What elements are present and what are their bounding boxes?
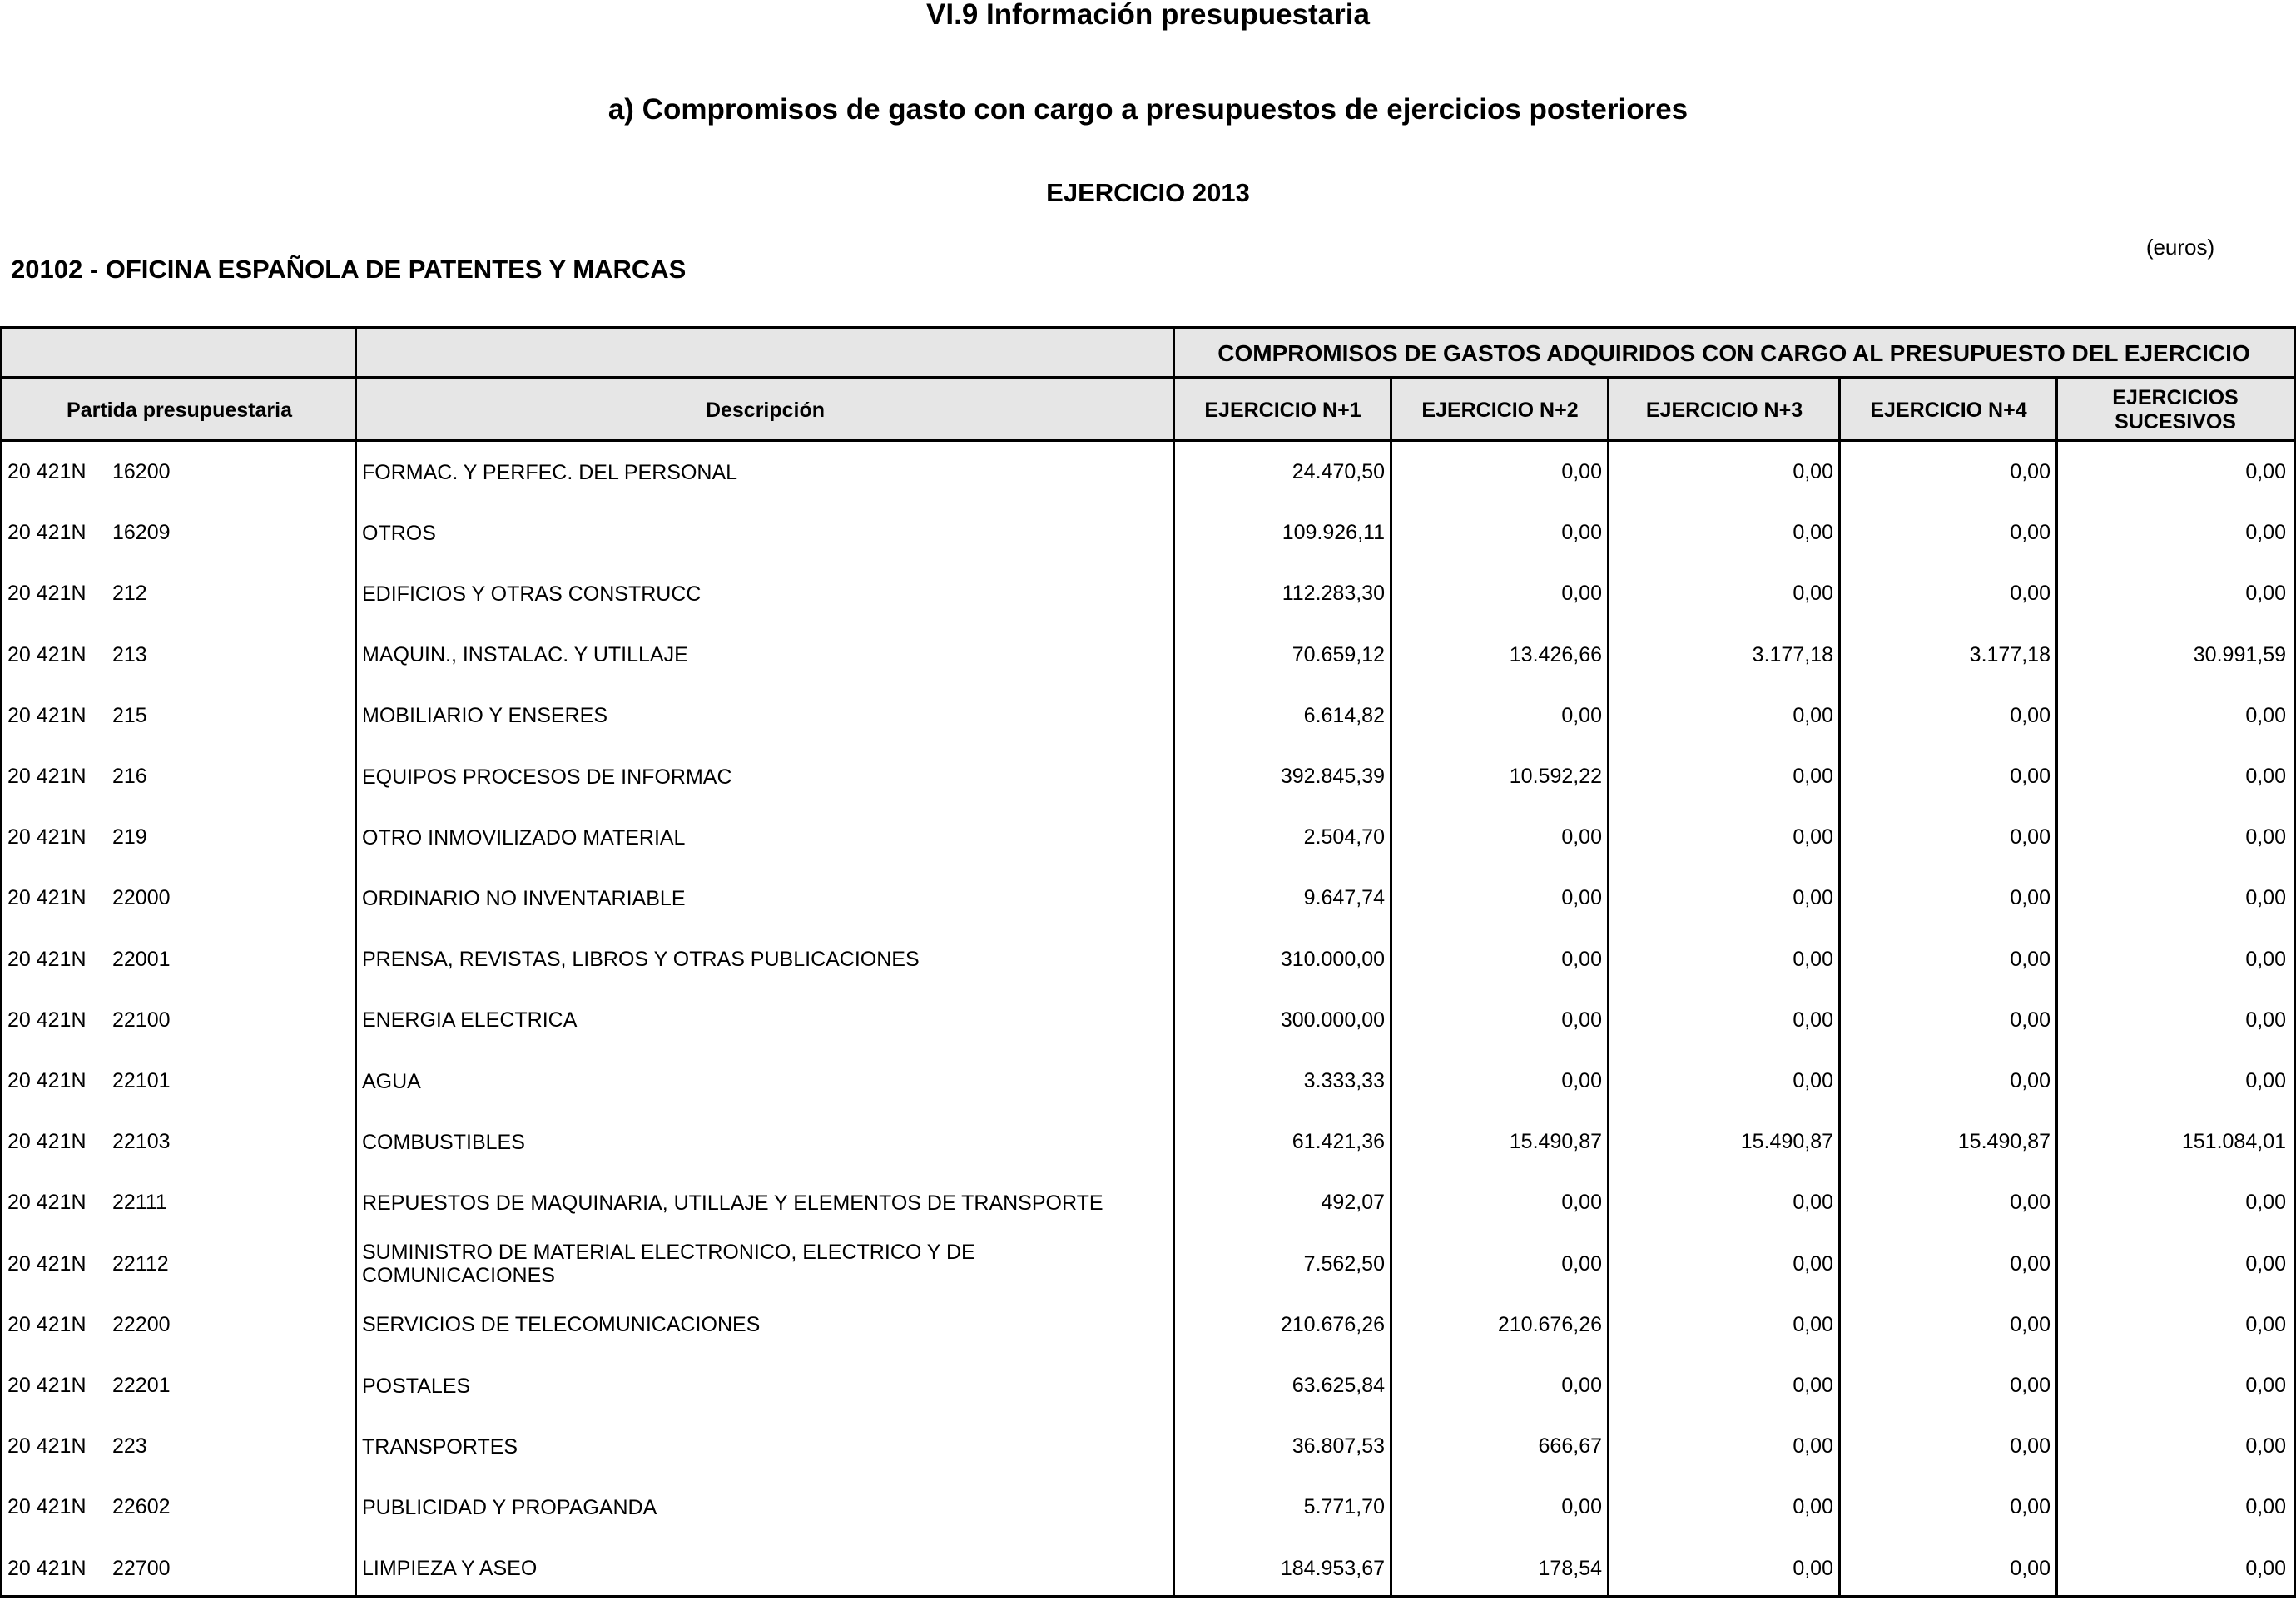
page-subtitle: a) Compromisos de gasto con cargo a presupuestos de ejercicios posteriores bbox=[607, 93, 1689, 126]
cell-ejercicio-n3: 0,00 bbox=[1793, 947, 1833, 971]
cell-code: 216 bbox=[112, 765, 147, 788]
cell-code: 215 bbox=[112, 703, 147, 727]
cell-code: 22000 bbox=[112, 886, 171, 910]
cell-ejercicio-n2: 178,54 bbox=[1538, 1556, 1602, 1580]
cell-ejercicio-n4: 0,00 bbox=[2010, 1374, 2051, 1397]
table-row bbox=[2, 1355, 2294, 1416]
cell-ejercicio-n1: 9.647,74 bbox=[1303, 886, 1385, 910]
cell-sucesivos: 0,00 bbox=[2245, 1556, 2286, 1580]
table-row bbox=[2, 1538, 2294, 1599]
cell-program: 20 421N bbox=[7, 1191, 87, 1215]
cell-ejercicio-n2: 0,00 bbox=[1561, 582, 1602, 606]
cell-description: COMBUSTIBLES bbox=[362, 1130, 525, 1154]
column-header-descripcion: Descripción bbox=[356, 379, 1174, 442]
cell-sucesivos: 30.991,59 bbox=[2193, 642, 2286, 666]
column-header-n4: EJERCICIO N+4 bbox=[1840, 379, 2057, 442]
cell-code: 212 bbox=[112, 582, 147, 606]
cell-ejercicio-n1: 184.953,67 bbox=[1280, 1556, 1385, 1580]
cell-code: 16209 bbox=[112, 521, 171, 545]
cell-description: REPUESTOS DE MAQUINARIA, UTILLAJE Y ELEMENTOS DE TRANSPORTE bbox=[362, 1191, 1103, 1215]
cell-ejercicio-n1: 24.470,50 bbox=[1292, 460, 1385, 483]
table-row bbox=[2, 625, 2294, 686]
cell-description: OTRO INMOVILIZADO MATERIAL bbox=[362, 825, 686, 850]
cell-ejercicio-n3: 0,00 bbox=[1793, 1008, 1833, 1032]
cell-description: ENERGIA ELECTRICA bbox=[362, 1008, 578, 1033]
cell-description: EQUIPOS PROCESOS DE INFORMAC bbox=[362, 765, 732, 789]
cell-ejercicio-n3: 0,00 bbox=[1793, 1556, 1833, 1580]
cell-ejercicio-n3: 0,00 bbox=[1793, 1251, 1833, 1276]
cell-description: AGUA bbox=[362, 1069, 421, 1093]
column-header-n3: EJERCICIO N+3 bbox=[1609, 379, 1840, 442]
cell-ejercicio-n3: 0,00 bbox=[1793, 1069, 1833, 1092]
cell-sucesivos: 0,00 bbox=[2245, 1191, 2286, 1215]
cell-sucesivos: 0,00 bbox=[2245, 1495, 2286, 1519]
cell-ejercicio-n1: 6.614,82 bbox=[1303, 703, 1385, 727]
table-row bbox=[2, 929, 2294, 990]
cell-program: 20 421N bbox=[7, 825, 87, 850]
cell-ejercicio-n3: 0,00 bbox=[1793, 886, 1833, 910]
cell-ejercicio-n4: 0,00 bbox=[2010, 825, 2051, 850]
cell-ejercicio-n3: 0,00 bbox=[1793, 825, 1833, 850]
cell-description: SUMINISTRO DE MATERIAL ELECTRONICO, ELECTRICO Y DE COMUNICACIONES bbox=[362, 1241, 975, 1288]
cell-description: SERVICIOS DE TELECOMUNICACIONES bbox=[362, 1313, 761, 1337]
table-row bbox=[2, 1295, 2294, 1355]
cell-ejercicio-n2: 0,00 bbox=[1561, 1374, 1602, 1397]
cell-ejercicio-n4: 0,00 bbox=[2010, 703, 2051, 727]
column-header-sucesivos: EJERCICIOS SUCESIVOS bbox=[2057, 379, 2294, 442]
cell-ejercicio-n1: 3.333,33 bbox=[1303, 1069, 1385, 1092]
cell-description: MAQUIN., INSTALAC. Y UTILLAJE bbox=[362, 643, 688, 667]
cell-code: 219 bbox=[112, 825, 147, 850]
cell-ejercicio-n4: 0,00 bbox=[2010, 1556, 2051, 1580]
cell-ejercicio-n1: 210.676,26 bbox=[1280, 1312, 1385, 1336]
cell-description: FORMAC. Y PERFEC. DEL PERSONAL bbox=[362, 460, 738, 484]
cell-program: 20 421N bbox=[7, 703, 87, 727]
section-title: VI.9 Información presupuestaria bbox=[926, 0, 1370, 31]
cell-program: 20 421N bbox=[7, 765, 87, 788]
cell-ejercicio-n1: 300.000,00 bbox=[1280, 1008, 1385, 1032]
cell-code: 22602 bbox=[112, 1495, 171, 1519]
cell-sucesivos: 0,00 bbox=[2245, 460, 2286, 483]
cell-ejercicio-n4: 0,00 bbox=[2010, 765, 2051, 788]
cell-ejercicio-n3: 0,00 bbox=[1793, 1434, 1833, 1459]
cell-program: 20 421N bbox=[7, 886, 87, 910]
cell-sucesivos: 0,00 bbox=[2245, 1251, 2286, 1276]
table-row bbox=[2, 563, 2294, 624]
cell-ejercicio-n3: 0,00 bbox=[1793, 1191, 1833, 1215]
cell-sucesivos: 0,00 bbox=[2245, 886, 2286, 910]
cell-ejercicio-n4: 0,00 bbox=[2010, 947, 2051, 971]
cell-ejercicio-n3: 0,00 bbox=[1793, 582, 1833, 606]
cell-code: 22700 bbox=[112, 1556, 171, 1580]
cell-ejercicio-n4: 15.490,87 bbox=[1957, 1130, 2051, 1154]
table-row bbox=[2, 746, 2294, 807]
cell-program: 20 421N bbox=[7, 1130, 87, 1154]
header-blank-cell-1 bbox=[2, 329, 356, 379]
cell-program: 20 421N bbox=[7, 1069, 87, 1092]
cell-ejercicio-n1: 392.845,39 bbox=[1280, 765, 1385, 788]
cell-sucesivos: 151.084,01 bbox=[2181, 1130, 2286, 1154]
cell-program: 20 421N bbox=[7, 1495, 87, 1519]
cell-ejercicio-n1: 7.562,50 bbox=[1303, 1251, 1385, 1276]
cell-code: 213 bbox=[112, 642, 147, 666]
cell-ejercicio-n2: 0,00 bbox=[1561, 825, 1602, 850]
cell-program: 20 421N bbox=[7, 947, 87, 971]
table-row bbox=[2, 1477, 2294, 1538]
header-blank-cell-2 bbox=[356, 329, 1174, 379]
cell-ejercicio-n3: 0,00 bbox=[1793, 703, 1833, 727]
cell-program: 20 421N bbox=[7, 1251, 87, 1276]
cell-ejercicio-n3: 0,00 bbox=[1793, 460, 1833, 483]
table-row bbox=[2, 503, 2294, 563]
table-row bbox=[2, 990, 2294, 1051]
cell-ejercicio-n1: 112.283,30 bbox=[1282, 582, 1385, 606]
cell-ejercicio-n2: 0,00 bbox=[1561, 703, 1602, 727]
cell-code: 16200 bbox=[112, 460, 171, 483]
header-divider bbox=[2, 376, 2294, 379]
cell-program: 20 421N bbox=[7, 1312, 87, 1336]
cell-code: 22201 bbox=[112, 1374, 171, 1397]
cell-description: EDIFICIOS Y OTRAS CONSTRUCC bbox=[362, 582, 702, 606]
cell-description: POSTALES bbox=[362, 1374, 471, 1398]
cell-sucesivos: 0,00 bbox=[2245, 765, 2286, 788]
cell-ejercicio-n3: 0,00 bbox=[1793, 1495, 1833, 1519]
column-header-n1: EJERCICIO N+1 bbox=[1174, 379, 1391, 442]
cell-ejercicio-n4: 0,00 bbox=[2010, 886, 2051, 910]
cell-description: OTROS bbox=[362, 521, 436, 545]
cell-code: 22103 bbox=[112, 1130, 171, 1154]
cell-ejercicio-n3: 0,00 bbox=[1793, 1374, 1833, 1397]
column-header-partida: Partida presupuestaria bbox=[2, 379, 356, 442]
cell-ejercicio-n2: 15.490,87 bbox=[1509, 1130, 1602, 1154]
table-row bbox=[2, 1112, 2294, 1172]
cell-description: ORDINARIO NO INVENTARIABLE bbox=[362, 886, 686, 910]
cell-ejercicio-n4: 0,00 bbox=[2010, 1312, 2051, 1336]
cell-ejercicio-n4: 3.177,18 bbox=[1969, 642, 2051, 666]
cell-ejercicio-n4: 0,00 bbox=[2010, 1191, 2051, 1215]
cell-ejercicio-n1: 61.421,36 bbox=[1292, 1130, 1385, 1154]
cell-ejercicio-n2: 0,00 bbox=[1561, 1191, 1602, 1215]
cell-program: 20 421N bbox=[7, 460, 87, 483]
cell-program: 20 421N bbox=[7, 1434, 87, 1459]
table-row bbox=[2, 442, 2294, 503]
cell-ejercicio-n4: 0,00 bbox=[2010, 1495, 2051, 1519]
cell-ejercicio-n2: 0,00 bbox=[1561, 1495, 1602, 1519]
cell-ejercicio-n2: 0,00 bbox=[1561, 886, 1602, 910]
cell-ejercicio-n1: 310.000,00 bbox=[1280, 947, 1385, 971]
cell-code: 223 bbox=[112, 1434, 147, 1459]
cell-sucesivos: 0,00 bbox=[2245, 582, 2286, 606]
cell-ejercicio-n3: 0,00 bbox=[1793, 521, 1833, 545]
cell-sucesivos: 0,00 bbox=[2245, 825, 2286, 850]
cell-sucesivos: 0,00 bbox=[2245, 1008, 2286, 1032]
cell-description: PUBLICIDAD Y PROPAGANDA bbox=[362, 1495, 657, 1519]
table-row bbox=[2, 868, 2294, 929]
cell-ejercicio-n2: 0,00 bbox=[1561, 460, 1602, 483]
table-row bbox=[2, 1416, 2294, 1477]
cell-sucesivos: 0,00 bbox=[2245, 1069, 2286, 1092]
cell-ejercicio-n1: 36.807,53 bbox=[1292, 1434, 1385, 1459]
cell-code: 22111 bbox=[112, 1191, 167, 1215]
cell-code: 22100 bbox=[112, 1008, 171, 1032]
cell-ejercicio-n1: 5.771,70 bbox=[1303, 1495, 1385, 1519]
table-row bbox=[2, 686, 2294, 746]
cell-ejercicio-n4: 0,00 bbox=[2010, 1008, 2051, 1032]
table-row bbox=[2, 807, 2294, 868]
cell-ejercicio-n4: 0,00 bbox=[2010, 582, 2051, 606]
group-header: COMPROMISOS DE GASTOS ADQUIRIDOS CON CARGO AL PRESUPUESTO DEL EJERCICIO bbox=[1174, 329, 2294, 379]
cell-ejercicio-n2: 10.592,22 bbox=[1509, 765, 1602, 788]
cell-code: 22101 bbox=[112, 1069, 171, 1092]
budget-commitments-table bbox=[0, 326, 2296, 1598]
cell-ejercicio-n4: 0,00 bbox=[2010, 460, 2051, 483]
table-row bbox=[2, 1172, 2294, 1233]
cell-ejercicio-n4: 0,00 bbox=[2010, 1251, 2051, 1276]
cell-ejercicio-n4: 0,00 bbox=[2010, 521, 2051, 545]
cell-ejercicio-n1: 492,07 bbox=[1321, 1191, 1385, 1215]
cell-sucesivos: 0,00 bbox=[2245, 1374, 2286, 1397]
cell-ejercicio-n2: 666,67 bbox=[1538, 1434, 1602, 1459]
fiscal-year-heading: EJERCICIO 2013 bbox=[1046, 178, 1250, 207]
cell-ejercicio-n1: 63.625,84 bbox=[1292, 1374, 1385, 1397]
cell-ejercicio-n1: 2.504,70 bbox=[1303, 825, 1385, 850]
table-row bbox=[2, 1051, 2294, 1112]
cell-program: 20 421N bbox=[7, 1374, 87, 1397]
cell-code: 22200 bbox=[112, 1312, 171, 1336]
cell-sucesivos: 0,00 bbox=[2245, 703, 2286, 727]
cell-ejercicio-n3: 0,00 bbox=[1793, 1312, 1833, 1336]
cell-program: 20 421N bbox=[7, 1556, 87, 1580]
cell-sucesivos: 0,00 bbox=[2245, 1434, 2286, 1459]
cell-code: 22001 bbox=[112, 947, 171, 971]
cell-ejercicio-n2: 210.676,26 bbox=[1497, 1312, 1602, 1336]
currency-unit-label: (euros) bbox=[2145, 235, 2215, 260]
cell-ejercicio-n3: 3.177,18 bbox=[1752, 642, 1833, 666]
cell-sucesivos: 0,00 bbox=[2245, 521, 2286, 545]
cell-program: 20 421N bbox=[7, 582, 87, 606]
cell-sucesivos: 0,00 bbox=[2245, 947, 2286, 971]
cell-description: MOBILIARIO Y ENSERES bbox=[362, 704, 608, 728]
cell-description: PRENSA, REVISTAS, LIBROS Y OTRAS PUBLICACIONES bbox=[362, 948, 920, 972]
cell-ejercicio-n2: 0,00 bbox=[1561, 521, 1602, 545]
cell-ejercicio-n1: 109.926,11 bbox=[1282, 521, 1385, 545]
cell-description: LIMPIEZA Y ASEO bbox=[362, 1557, 538, 1581]
cell-sucesivos: 0,00 bbox=[2245, 1312, 2286, 1336]
cell-ejercicio-n2: 0,00 bbox=[1561, 1008, 1602, 1032]
cell-ejercicio-n2: 13.426,66 bbox=[1509, 642, 1602, 666]
cell-ejercicio-n4: 0,00 bbox=[2010, 1069, 2051, 1092]
cell-program: 20 421N bbox=[7, 642, 87, 666]
cell-description: TRANSPORTES bbox=[362, 1434, 518, 1459]
cell-ejercicio-n3: 0,00 bbox=[1793, 765, 1833, 788]
cell-ejercicio-n2: 0,00 bbox=[1561, 1251, 1602, 1276]
table-row bbox=[2, 1234, 2294, 1295]
cell-program: 20 421N bbox=[7, 1008, 87, 1032]
cell-ejercicio-n2: 0,00 bbox=[1561, 947, 1602, 971]
cell-ejercicio-n1: 70.659,12 bbox=[1292, 642, 1385, 666]
column-header-n2: EJERCICIO N+2 bbox=[1391, 379, 1609, 442]
cell-ejercicio-n4: 0,00 bbox=[2010, 1434, 2051, 1459]
cell-code: 22112 bbox=[112, 1251, 169, 1276]
organization-heading: 20102 - OFICINA ESPAÑOLA DE PATENTES Y MARCAS bbox=[11, 255, 687, 284]
cell-program: 20 421N bbox=[7, 521, 87, 545]
cell-ejercicio-n3: 15.490,87 bbox=[1740, 1130, 1833, 1154]
cell-ejercicio-n2: 0,00 bbox=[1561, 1069, 1602, 1092]
